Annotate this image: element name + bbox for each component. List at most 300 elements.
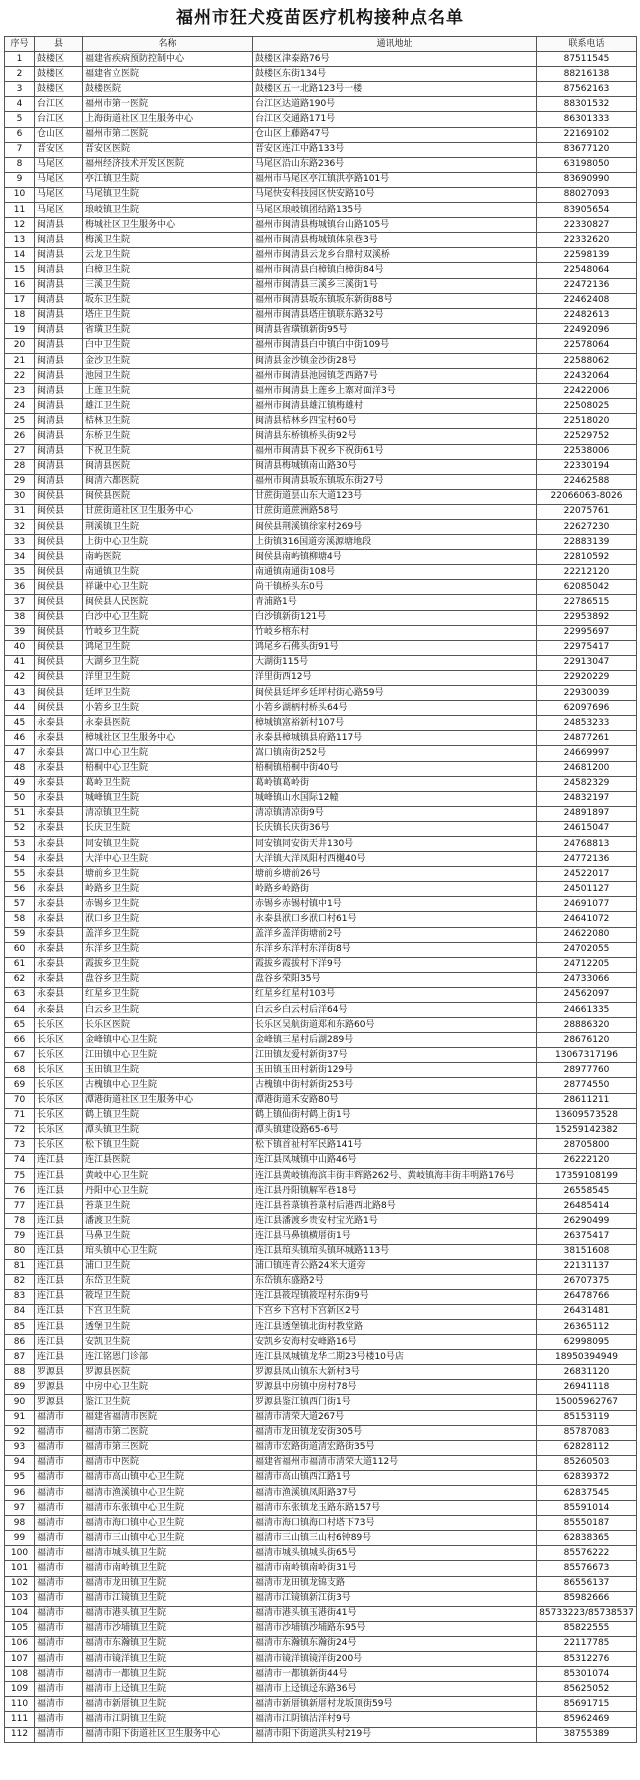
row-phone: 88301532 [537,97,637,112]
row-number: 7 [5,142,35,157]
row-number: 86 [5,1335,35,1350]
table-row [5,1153,637,1168]
row-number: 65 [5,1018,35,1033]
row-county: 福清市 [35,1667,83,1682]
row-county: 闽清县 [35,248,83,263]
row-number: 36 [5,580,35,595]
row-number: 45 [5,716,35,731]
row-phone: 24681200 [537,761,637,776]
row-phone: 24768813 [537,836,637,851]
row-name: 福清市上迳镇卫生院 [83,1682,253,1697]
row-county: 永泰县 [35,852,83,867]
table-row [5,821,637,836]
table-row [5,535,637,550]
row-name: 福建省福清市医院 [83,1410,253,1425]
row-name: 苔菉卫生院 [83,1199,253,1214]
table-row [5,1018,637,1033]
row-phone: 22330194 [537,459,637,474]
table-row [5,127,637,142]
row-county: 福清市 [35,1712,83,1727]
row-phone: 22131137 [537,1259,637,1274]
row-number: 107 [5,1652,35,1667]
table-row [5,1516,637,1531]
row-address: 福州市闽清县下祝乡下祝街61号 [253,444,537,459]
row-number: 83 [5,1289,35,1304]
row-number: 30 [5,489,35,504]
row-name: 潭头镇卫生院 [83,1123,253,1138]
row-county: 永泰县 [35,716,83,731]
row-county: 台江区 [35,112,83,127]
table-row [5,1199,637,1214]
row-address: 福清市一都镇新街44号 [253,1667,537,1682]
row-name: 甘蔗街道社区卫生服务中心 [83,504,253,519]
row-name: 福清市镜洋镇卫生院 [83,1652,253,1667]
header-county: 县 [35,37,83,52]
row-phone: 24669997 [537,746,637,761]
row-phone: 87511545 [537,52,637,67]
row-address: 福州市闽清县白中镇白中街109号 [253,338,537,353]
row-address: 福清市三山镇三山村6钟89号 [253,1531,537,1546]
row-name: 白中卫生院 [83,338,253,353]
row-county: 闽侯县 [35,550,83,565]
row-number: 35 [5,565,35,580]
row-county: 长乐区 [35,1063,83,1078]
row-phone: 28886320 [537,1018,637,1033]
table-row [5,1123,637,1138]
row-name: 福清市江阴镇卫生院 [83,1712,253,1727]
row-phone: 22786515 [537,595,637,610]
row-name: 嵩口中心卫生院 [83,746,253,761]
row-name: 盘谷乡卫生院 [83,972,253,987]
row-number: 109 [5,1682,35,1697]
row-name: 福清市港头镇卫生院 [83,1606,253,1621]
table-row [5,942,637,957]
row-name: 福清市东瀚镇卫生院 [83,1636,253,1651]
row-number: 101 [5,1561,35,1576]
row-number: 60 [5,942,35,957]
row-phone: 22472136 [537,278,637,293]
row-address: 闽侯县荆溪镇徐家村269号 [253,520,537,535]
table-row [5,1229,637,1244]
row-number: 70 [5,1093,35,1108]
table-row [5,67,637,82]
row-phone: 13609573528 [537,1108,637,1123]
row-county: 闽侯县 [35,535,83,550]
row-county: 马尾区 [35,203,83,218]
row-number: 85 [5,1319,35,1334]
table-row [5,701,637,716]
row-county: 闽侯县 [35,580,83,595]
row-phone: 22508025 [537,399,637,414]
row-address: 青浦路1号 [253,595,537,610]
row-phone: 24702055 [537,942,637,957]
row-county: 闽清县 [35,369,83,384]
table-row [5,1304,637,1319]
row-county: 永泰县 [35,882,83,897]
row-number: 13 [5,233,35,248]
row-address: 闽清县桔林乡四宝村60号 [253,414,537,429]
table-row [5,1169,637,1184]
row-name: 晋安区医院 [83,142,253,157]
table-row [5,353,637,368]
row-address: 连江县潘渡乡贵安村宝光路1号 [253,1214,537,1229]
row-name: 琯头镇中心卫生院 [83,1244,253,1259]
row-name: 安凯卫生院 [83,1335,253,1350]
row-address: 福清市城头镇城头街65号 [253,1546,537,1561]
table-row [5,172,637,187]
row-phone: 15259142382 [537,1123,637,1138]
row-name: 福清市一都镇卫生院 [83,1667,253,1682]
row-name: 福清市新厝镇卫生院 [83,1697,253,1712]
row-number: 27 [5,444,35,459]
row-county: 长乐区 [35,1108,83,1123]
row-name: 闽清县医院 [83,459,253,474]
row-number: 105 [5,1621,35,1636]
row-county: 闽侯县 [35,625,83,640]
table-row [5,459,637,474]
row-name: 琅岐镇卫生院 [83,203,253,218]
row-phone: 88027093 [537,187,637,202]
row-phone: 22588062 [537,353,637,368]
table-row [5,1259,637,1274]
row-phone: 28977760 [537,1063,637,1078]
row-name: 塘前乡卫生院 [83,867,253,882]
row-phone: 22810592 [537,550,637,565]
row-name: 闽侯县医院 [83,489,253,504]
table-row [5,1033,637,1048]
table-row [5,233,637,248]
row-county: 福清市 [35,1531,83,1546]
row-address: 安凯乡安海村安峰路16号 [253,1335,537,1350]
row-name: 透堡卫生院 [83,1319,253,1334]
row-number: 72 [5,1123,35,1138]
row-phone: 22953892 [537,610,637,625]
table-row [5,580,637,595]
row-county: 永泰县 [35,912,83,927]
row-number: 108 [5,1667,35,1682]
row-county: 连江县 [35,1274,83,1289]
row-phone: 24661335 [537,1003,637,1018]
row-number: 14 [5,248,35,263]
row-county: 鼓楼区 [35,67,83,82]
row-phone: 85301074 [537,1667,637,1682]
row-number: 97 [5,1501,35,1516]
row-number: 96 [5,1486,35,1501]
row-name: 廷坪卫生院 [83,686,253,701]
row-address: 古槐镇中街村新街253号 [253,1078,537,1093]
row-county: 福清市 [35,1652,83,1667]
row-number: 10 [5,187,35,202]
row-name: 三溪卫生院 [83,278,253,293]
row-county: 闽清县 [35,353,83,368]
row-number: 41 [5,655,35,670]
row-county: 福清市 [35,1410,83,1425]
row-county: 福清市 [35,1516,83,1531]
row-number: 38 [5,610,35,625]
row-number: 69 [5,1078,35,1093]
row-number: 50 [5,791,35,806]
row-address: 甘蔗街道昙山东大道123号 [253,489,537,504]
row-name: 梧桐中心卫生院 [83,761,253,776]
row-phone: 22075761 [537,504,637,519]
row-phone: 24615047 [537,821,637,836]
row-name: 下祝卫生院 [83,444,253,459]
row-name: 大湖乡卫生院 [83,655,253,670]
row-number: 18 [5,308,35,323]
row-phone: 22492096 [537,323,637,338]
table-row [5,987,637,1002]
row-address: 南通镇南通街108号 [253,565,537,580]
table-row [5,1576,637,1591]
row-county: 永泰县 [35,836,83,851]
row-number: 28 [5,459,35,474]
row-address: 盘谷乡荣阳35号 [253,972,537,987]
row-name: 大洋中心卫生院 [83,852,253,867]
row-address: 清凉镇清凉街9号 [253,806,537,821]
row-phone: 62839372 [537,1470,637,1485]
row-name: 白沙中心卫生院 [83,610,253,625]
row-address: 玉田镇玉田村新街129号 [253,1063,537,1078]
page-title: 福州市狂犬疫苗医疗机构接种点名单 [176,8,464,28]
row-address: 鼓楼区东街134号 [253,67,537,82]
row-name: 福清市中医院 [83,1455,253,1470]
row-number: 58 [5,912,35,927]
row-address: 福清市新厝镇新厝村龙坂顶街59号 [253,1697,537,1712]
row-county: 闽侯县 [35,640,83,655]
row-address: 江田镇友爱村新街37号 [253,1048,537,1063]
row-number: 22 [5,369,35,384]
row-address: 福清市清荣大道267号 [253,1410,537,1425]
row-number: 59 [5,927,35,942]
row-phone: 85576673 [537,1561,637,1576]
row-name: 雄江卫生院 [83,399,253,414]
row-county: 闽侯县 [35,595,83,610]
row-phone: 62085042 [537,580,637,595]
row-county: 连江县 [35,1229,83,1244]
row-address: 红星乡红星村103号 [253,987,537,1002]
table-row [5,640,637,655]
row-number: 29 [5,474,35,489]
table-row [5,52,637,67]
row-phone: 24891897 [537,806,637,821]
row-name: 黄岐中心卫生院 [83,1169,253,1184]
row-phone: 26831120 [537,1365,637,1380]
table-row [5,1274,637,1289]
table-row [5,791,637,806]
row-name: 连江县医院 [83,1153,253,1168]
table-row [5,1501,637,1516]
row-name: 池园卫生院 [83,369,253,384]
row-name: 樟城社区卫生服务中心 [83,731,253,746]
row-county: 闽清县 [35,399,83,414]
row-phone: 62837545 [537,1486,637,1501]
row-county: 马尾区 [35,157,83,172]
row-phone: 62838365 [537,1531,637,1546]
row-address: 仓山区上藤路47号 [253,127,537,142]
row-address: 永泰县樟城镇县府路117号 [253,731,537,746]
row-phone: 22518020 [537,414,637,429]
row-number: 39 [5,625,35,640]
row-number: 67 [5,1048,35,1063]
table-row [5,414,637,429]
table-row [5,142,637,157]
row-number: 17 [5,293,35,308]
row-name: 金峰镇中心卫生院 [83,1033,253,1048]
table-row [5,1138,637,1153]
row-phone: 86301333 [537,112,637,127]
table-row [5,489,637,504]
table-row [5,1486,637,1501]
row-county: 闽清县 [35,414,83,429]
row-name: 桔林卫生院 [83,414,253,429]
row-name: 鼓楼医院 [83,82,253,97]
row-address: 罗源县中房镇中房村78号 [253,1380,537,1395]
table-row [5,716,637,731]
row-phone: 87562163 [537,82,637,97]
row-phone: 26485414 [537,1199,637,1214]
table-row [5,278,637,293]
row-phone: 28676120 [537,1033,637,1048]
row-phone: 62097696 [537,701,637,716]
row-address: 连江县透堡镇北街村教堂路 [253,1319,537,1334]
row-address: 福清市镜洋镇镜洋街200号 [253,1652,537,1667]
row-phone: 22332620 [537,233,637,248]
row-phone: 22462408 [537,293,637,308]
row-name: 小箬乡卫生院 [83,701,253,716]
row-phone: 83690990 [537,172,637,187]
row-phone: 22330827 [537,218,637,233]
row-number: 66 [5,1033,35,1048]
row-county: 福清市 [35,1621,83,1636]
row-address: 连江县马鼻镇横厝街1号 [253,1229,537,1244]
table-row [5,1531,637,1546]
row-name: 洋里卫生院 [83,670,253,685]
table-row [5,97,637,112]
row-phone: 22883139 [537,535,637,550]
row-address: 永泰县洑口乡洑口村61号 [253,912,537,927]
row-name: 马尾镇卫生院 [83,187,253,202]
table-row [5,1350,637,1365]
row-name: 福清市东张镇中心卫生院 [83,1501,253,1516]
row-phone: 24691077 [537,897,637,912]
row-address: 连江县苔菉镇苔菉村后港西北路8号 [253,1199,537,1214]
row-address: 福州市闽清县坂东镇坂东街27号 [253,474,537,489]
row-address: 浦口镇连青公路24米大道旁 [253,1259,537,1274]
row-number: 51 [5,806,35,821]
row-phone: 63198050 [537,157,637,172]
row-number: 89 [5,1380,35,1395]
row-address: 赤锡乡赤锡村镇中1号 [253,897,537,912]
row-county: 闽清县 [35,293,83,308]
row-phone: 22913047 [537,655,637,670]
row-address: 闽清县省璜镇新街95号 [253,323,537,338]
table-row [5,1621,637,1636]
row-phone: 85591014 [537,1501,637,1516]
row-county: 福清市 [35,1440,83,1455]
row-address: 福州市闽清县三溪乡三溪街1号 [253,278,537,293]
row-number: 33 [5,535,35,550]
row-number: 62 [5,972,35,987]
table-row [5,927,637,942]
row-county: 长乐区 [35,1078,83,1093]
table-row [5,1652,637,1667]
row-address: 福州市马尾区亭江镇洪亭路101号 [253,172,537,187]
table-row [5,1561,637,1576]
row-name: 上街中心卫生院 [83,535,253,550]
row-county: 连江县 [35,1259,83,1274]
row-phone: 24832197 [537,791,637,806]
row-address: 鸿尾乡石佛头街91号 [253,640,537,655]
row-county: 闽清县 [35,233,83,248]
row-county: 闽清县 [35,384,83,399]
row-address: 盖洋乡盖洋街塘前2号 [253,927,537,942]
row-address: 福建省福州市福清市清荣大道112号 [253,1455,537,1470]
row-address: 梧桐镇梧桐中街40号 [253,761,537,776]
row-number: 93 [5,1440,35,1455]
row-county: 闽清县 [35,338,83,353]
row-number: 75 [5,1169,35,1184]
row-phone: 85260503 [537,1455,637,1470]
row-name: 福清市江镜镇卫生院 [83,1591,253,1606]
table-row [5,1470,637,1485]
row-name: 东桥卫生院 [83,429,253,444]
row-county: 闽侯县 [35,565,83,580]
row-number: 52 [5,821,35,836]
row-name: 坂东卫生院 [83,293,253,308]
row-address: 福清市东张镇龙玉路东路157号 [253,1501,537,1516]
table-row [5,852,637,867]
row-county: 永泰县 [35,761,83,776]
row-name: 长乐区医院 [83,1018,253,1033]
row-address: 福州市闽清县池园镇芝西路7号 [253,369,537,384]
row-address: 福州市闽清县塔庄镇联东路32号 [253,308,537,323]
row-county: 闽侯县 [35,520,83,535]
row-phone: 22529752 [537,429,637,444]
table-row [5,1682,637,1697]
table-row [5,1244,637,1259]
row-address: 潭头镇建设路65-6号 [253,1123,537,1138]
row-number: 84 [5,1304,35,1319]
row-number: 80 [5,1244,35,1259]
row-address: 樟城镇富裕新村107号 [253,716,537,731]
table-row [5,1335,637,1350]
row-name: 赤锡乡卫生院 [83,897,253,912]
row-name: 清凉镇卫生院 [83,806,253,821]
row-number: 92 [5,1425,35,1440]
row-number: 78 [5,1214,35,1229]
row-county: 长乐区 [35,1018,83,1033]
table-row [5,1455,637,1470]
table-row [5,1697,637,1712]
row-phone: 28705800 [537,1138,637,1153]
row-county: 福清市 [35,1606,83,1621]
row-name: 福州经济技术开发区医院 [83,157,253,172]
row-county: 闽侯县 [35,701,83,716]
row-name: 福州市第二医院 [83,127,253,142]
row-address: 福州市闽清县白樟镇白樟街84号 [253,263,537,278]
row-address: 闽侯县廷坪乡廷坪村街心路59号 [253,686,537,701]
row-address: 岭路乡岭路街 [253,882,537,897]
table-row [5,429,637,444]
table-row [5,157,637,172]
row-phone: 22995697 [537,625,637,640]
row-number: 5 [5,112,35,127]
table-row [5,1108,637,1123]
row-phone: 85312276 [537,1652,637,1667]
row-county: 永泰县 [35,806,83,821]
row-phone: 22432064 [537,369,637,384]
row-address: 松下镇首祉村军民路141号 [253,1138,537,1153]
